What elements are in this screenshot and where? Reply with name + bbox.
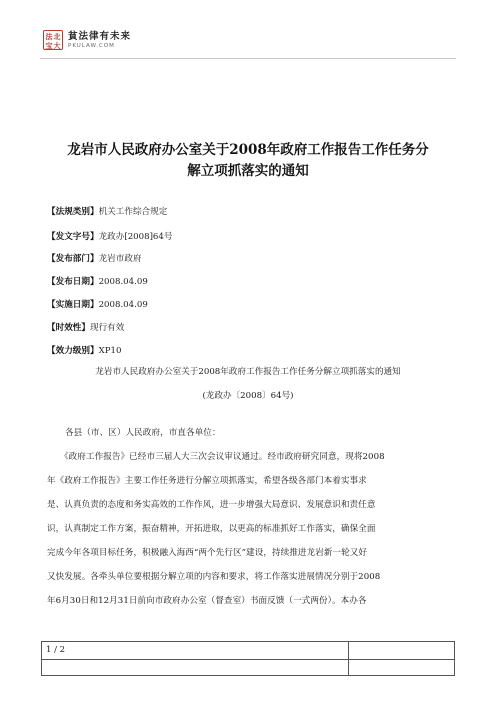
meta-value: 现行有效 [89,323,125,333]
meta-value: 龙政办[2008]64号 [98,232,173,242]
meta-doc-number [47,231,457,243]
doc-number: (龙政办〔2008〕64号) [202,391,294,401]
title-line: 解立项抓落实的通知 [187,163,309,179]
meta-value: 机关工作综合规定 [98,207,168,217]
header-divider [40,58,456,59]
seal-char: 宝 [45,41,53,50]
meta-value: 龙岩市政府 [98,254,142,264]
meta-key: 【发文字号】 [47,232,99,242]
footer-divider [42,659,454,660]
document-title [40,140,456,182]
body-line: 完成今年各项目标任务，积极融入海西“两个先行区”建设，持续推进龙岩新一轮又好 [47,548,368,558]
meta-key: 【时效性】 [47,323,90,333]
seal-char: 法 [45,32,53,41]
body-line: 识，认真制定工作方案，振奋精神，开拓进取，以更高的标准抓好工作落实，确保全面 [47,524,376,534]
seal-char: 大 [53,41,61,50]
subtitle: 龙岩市人民政府办公室关于2008年政府工作报告工作任务分解立项抓落实的通知 [95,367,401,377]
meta-value: 2008.04.09 [98,277,148,287]
meta-validity [47,322,457,334]
brand-name: 貧法律有未来 [68,30,132,42]
meta-level [47,345,457,357]
seal-char: 北 [53,32,61,41]
meta-effective-date [47,299,457,311]
logo [43,30,131,50]
meta-key: 【发布部门】 [47,254,99,264]
body-line: 又快发展。各牵头单位要根据分解立项的内容和要求，将工作落实进展情况分别于2008 [47,572,381,582]
meta-publish-date [47,276,457,288]
footer-table [41,641,455,676]
meta-category [47,206,457,218]
meta-key: 【实施日期】 [47,300,99,310]
meta-value: XP10 [98,346,122,356]
body-line: 《政府工作报告》已经市三届人大三次会议审议通过。经市政府研究同意，现将2008 [60,452,385,462]
body-line: 是、认真负责的态度和务实高效的工作作风，进一步增强大局意识、发展意识和责任意 [47,500,376,510]
meta-department [47,253,457,265]
body-line: 各县（市、区）人民政府，市直各单位： [65,428,221,438]
page-number: 1 / 2 [46,645,66,655]
seal-icon [43,30,63,50]
body-line: 年6月30日和12月31日前向市政府办公室（督查室）书面反馈（一式两份）。本办各 [47,596,367,606]
meta-key: 【法规类别】 [47,207,99,217]
meta-key: 【效力级别】 [47,346,99,356]
brand-url: PKULAW.COM [68,42,115,49]
body-line: 年《政府工作报告》主要工作任务进行分解立项抓落实，希望各级各部门本着实事求 [47,476,367,486]
title-line: 龙岩市人民政府办公室关于2008年政府工作报告工作任务分 [67,142,429,158]
meta-key: 【发布日期】 [47,277,99,287]
meta-value: 2008.04.09 [98,300,148,310]
